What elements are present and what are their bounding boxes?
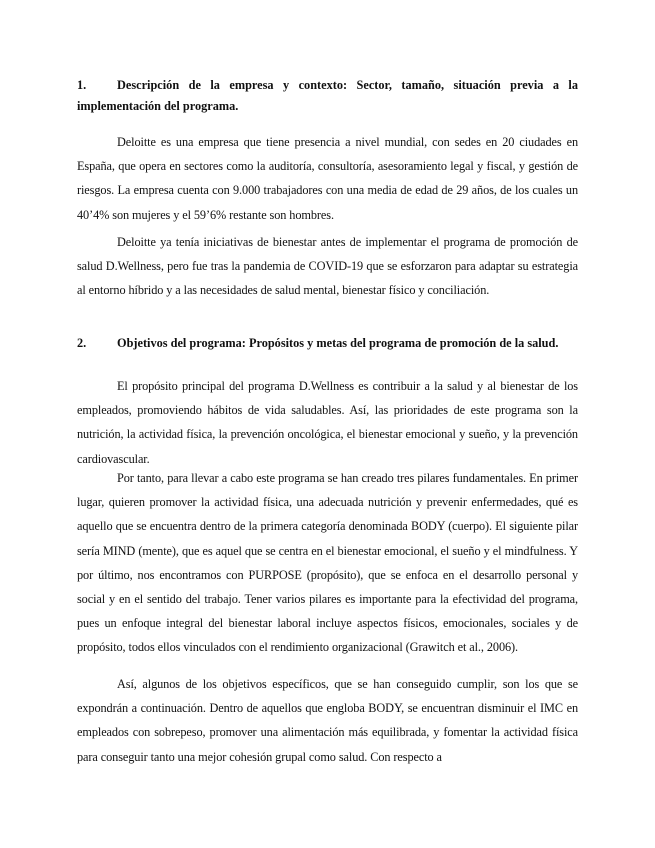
section-1-heading [77,75,578,117]
section-2-paragraph-2: Por tanto, para llevar a cabo este programa se han creado tres pilares fundamentales. En primer lugar, quieren promover la actividad física, una adecuada nutrición y prevenir enfermedades, qué es aquello que se encuentra dentro de la primera categoría denominada BODY (cuerpo). El siguiente pilar sería MIND (mente), que es aquel que se centra en el bienestar emocional, el sueño y el mindfulness. Y por último, nos encontramos con PURPOSE (propósito), que se enfoca en el desarrollo personal y social y en el sentido del trabajo. Tener varios pilares es importante para la efectividad del programa, pues un enfoque integral del bienestar laboral incluye aspectos físicos, emocionales, sociales y de propósito, todos ellos vinculados con el rendimiento organizacional (Grawitch et al., 2006). [77,471,578,655]
section-2-paragraph-3: Así, algunos de los objetivos específicos, que se han conseguido cumplir, son los que se expondrán a continuación. Dentro de aquellos que engloba BODY, se encuentran disminuir el IMC en empleados con sobrepeso, promover una alimentación más equilibrada, y fomentar la actividad física para conseguir tanto una mejor cohesión grupal como salud. Con respecto a [77,677,578,764]
section-2-heading [77,333,578,354]
section-2-number: 2. [77,336,87,350]
section-1-title: Descripción de la empresa y contexto: Sector, tamaño, situación previa a la implementación del programa. [77,78,578,113]
section-2-title: Objetivos del programa: Propósitos y metas del programa de promoción de la salud. [117,336,559,350]
section-1-paragraph-1: Deloitte es una empresa que tiene presencia a nivel mundial, con sedes en 20 ciudades en España, que opera en sectores como la auditoría, consultoría, asesoramiento legal y fiscal, y gestión de riesgos. La empresa cuenta con 9.000 trabajadores con una media de edad de 29 años, de los cuales un 40’4% son mujeres y el 59’6% restante son hombres. [77,135,578,222]
section-1-paragraph-2: Deloitte ya tenía iniciativas de bienestar antes de implementar el programa de promoción de salud D.Wellness, pero fue tras la pandemia de COVID-19 que se esforzaron para adaptar su estrategia al entorno híbrido y a las necesidades de salud mental, bienestar físico y conciliación. [77,235,578,298]
section-2-paragraph-1: El propósito principal del programa D.Wellness es contribuir a la salud y al bienestar de los empleados, promoviendo hábitos de vida saludables. Así, las prioridades de este programa son la nutrición, la actividad física, la prevención oncológica, el bienestar emocional y sueño, y la prevención cardiovascular. [77,379,578,466]
section-1-number: 1. [77,78,87,92]
